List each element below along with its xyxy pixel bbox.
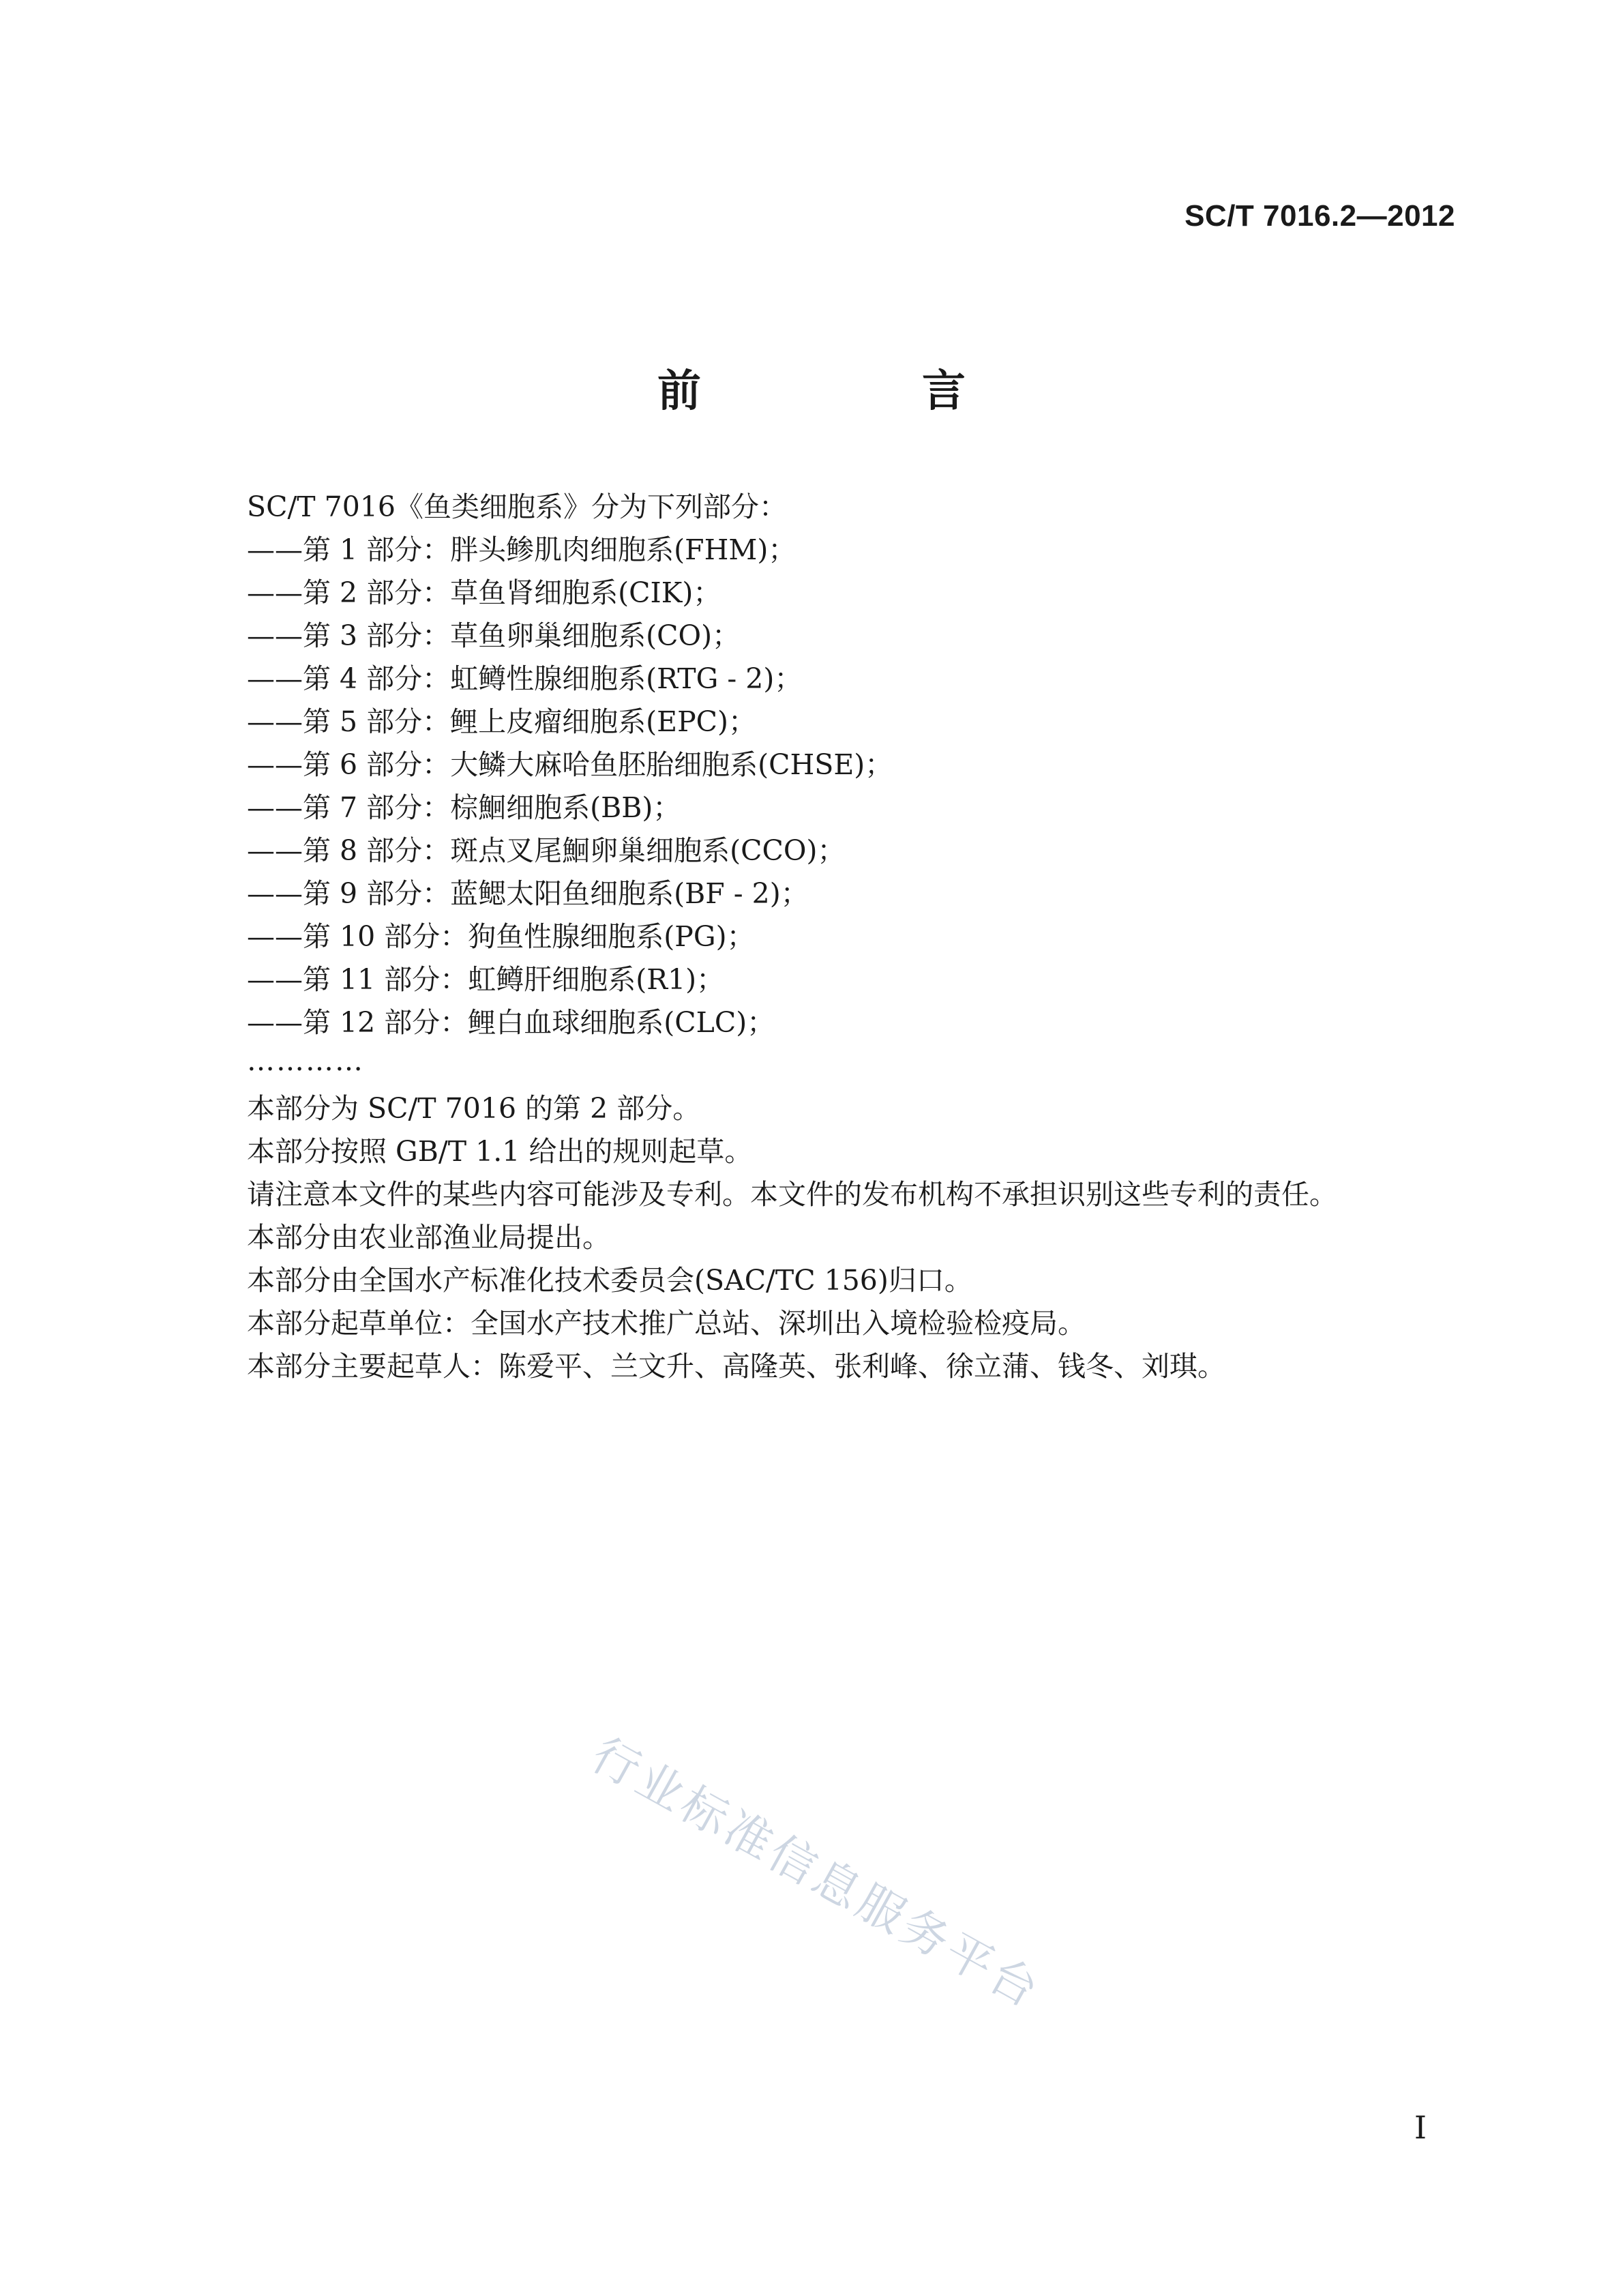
statement-line: 本部分由农业部渔业局提出。 [247, 1221, 610, 1254]
statement-line: 本部分起草单位：全国水产技术推广总站、深圳出入境检验检疫局。 [247, 1307, 1086, 1340]
statement-line: 本部分为 SC/T 7016 的第 2 部分。 [247, 1092, 701, 1125]
statement-line: 本部分由全国水产标准化技术委员会(SAC/TC 156)归口。 [247, 1264, 972, 1297]
part-item: ——第 5 部分：鲤上皮瘤细胞系(EPC)； [247, 705, 757, 738]
part-item: ——第 4 部分：虹鳟性腺细胞系(RTG - 2)； [247, 662, 803, 695]
page-number: I [1414, 2109, 1427, 2146]
part-item: ——第 2 部分：草鱼肾细胞系(CIK)； [247, 576, 721, 609]
statement-line: 本部分主要起草人：陈爱平、兰文升、高隆英、张利峰、徐立蒲、钱冬、刘琪。 [247, 1350, 1225, 1383]
page-title: 前 言 [657, 366, 1054, 417]
ellipsis-line: ………… [247, 1044, 364, 1077]
part-item: ——第 12 部分：鲤白血球细胞系(CLC)； [247, 1006, 775, 1039]
part-item: ——第 3 部分：草鱼卵巢细胞系(CO)； [247, 619, 741, 652]
foreword-body [247, 486, 1447, 1388]
part-item: ——第 9 部分：蓝鳃太阳鱼细胞系(BF - 2)； [247, 877, 809, 910]
part-item: ——第 7 部分：棕鮰细胞系(BB)； [247, 791, 681, 824]
statement-line: 请注意本文件的某些内容可能涉及专利。本文件的发布机构不承担识别这些专利的责任。 [247, 1178, 1337, 1211]
part-item: ——第 11 部分：虹鳟肝细胞系(R1)； [247, 963, 725, 996]
watermark: 行业标准信息服务平台 [582, 1728, 1050, 2020]
part-item: ——第 6 部分：大鳞大麻哈鱼胚胎细胞系(CHSE)； [247, 748, 893, 781]
part-item: ——第 10 部分：狗鱼性腺细胞系(PG)； [247, 920, 755, 953]
intro-line: SC/T 7016《鱼类细胞系》分为下列部分： [247, 490, 787, 523]
document-code: SC/T 7016.2—2012 [1185, 199, 1455, 233]
part-item: ——第 1 部分：胖头鲹肌肉细胞系(FHM)； [247, 533, 796, 566]
statement-line: 本部分按照 GB/T 1.1 给出的规则起草。 [247, 1135, 753, 1168]
part-item: ——第 8 部分：斑点叉尾鮰卵巢细胞系(CCO)； [247, 834, 846, 867]
